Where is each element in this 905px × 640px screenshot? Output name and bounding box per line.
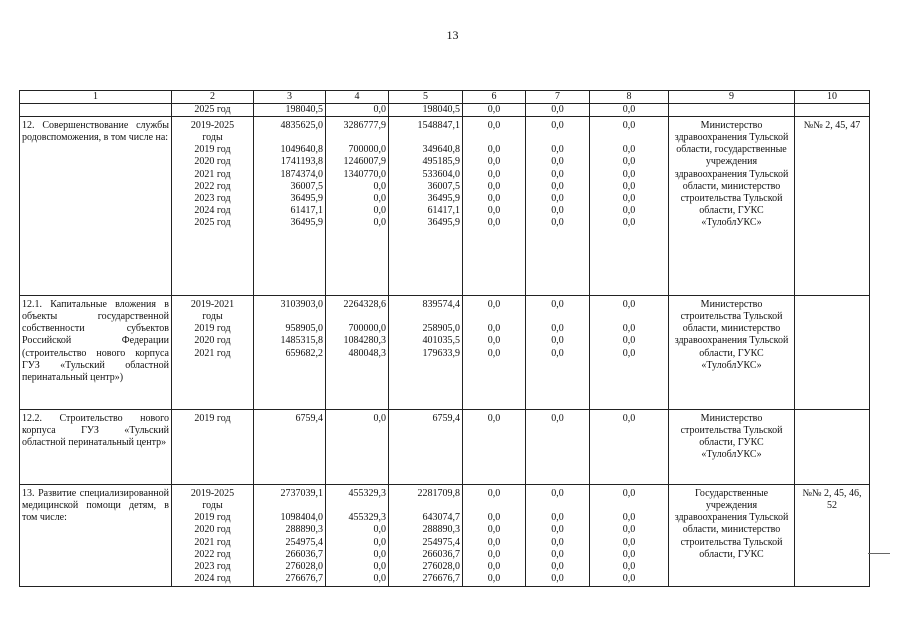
regional-line: 533604,0 [422,168,460,180]
total-line: 61417,1 [290,204,323,216]
value-line: 0,0 [622,192,636,204]
federal-line [328,311,386,323]
value-line: 0,0 [487,192,501,204]
value-line: 0,0 [487,488,501,500]
value-line: 0,0 [551,548,564,560]
value-line: 0,0 [551,413,564,425]
value-line: 0,0 [622,323,636,335]
total-line: 276028,0 [285,560,323,572]
value-line: 0,0 [487,323,501,335]
total-line: 36007,5 [290,180,323,192]
value-line: 0,0 [622,413,636,425]
year-line: годы [202,500,223,512]
regional-cell [389,410,463,485]
indicators-cell: №№ 2, 45, 46, 52 [795,485,870,587]
value-line: 0,0 [487,299,501,311]
year-line: 2019 год [194,144,231,156]
value-line: 0,0 [551,168,564,180]
value-cell [526,485,590,587]
value-line: 0,0 [551,323,564,335]
value-line: 0,0 [487,572,501,584]
federal-line: 455329,3 [348,488,386,500]
value-cell [463,296,526,410]
year-line: 2024 год [194,572,231,584]
year-line: 2019-2025 [190,488,235,500]
year-line: 2019 год [194,323,231,335]
header-cell: 4 [326,91,389,104]
value-cell: 0,0 [590,104,669,117]
year-line: 2022 год [194,548,231,560]
regional-cell [389,485,463,587]
year-line: 2020 год [194,335,231,347]
total-line: 36495,9 [290,216,323,228]
regional-cell: 198040,5 [389,104,463,117]
margin-mark [868,553,890,554]
federal-line: 0,0 [373,536,386,548]
total-line: 288890,3 [285,524,323,536]
total-cell [254,485,326,587]
year-line: 2020 год [194,524,231,536]
indicators-cell: №№ 2, 45, 47 [795,117,870,296]
federal-cell [326,117,389,296]
federal-line: 1340770,0 [343,168,386,180]
value-cell [526,410,590,485]
total-line: 276676,7 [285,572,323,584]
executor-cell: Государственные учреждения здравоохранения Тульской области, министерство строительства Тульской области, ГУКС [669,485,795,587]
section-title-cell: 12.1. Капитальные вложения в объекты государственной собственности субъектов Российской Федерации (строительство нового корпуса ГУЗ «Тульский областной перинатальный центр») [20,296,172,410]
table-row [20,117,870,296]
value-line: 0,0 [487,204,501,216]
value-cell [463,117,526,296]
year-line: 2022 год [194,180,231,192]
total-cell [254,410,326,485]
header-cell: 6 [463,91,526,104]
value-line: 0,0 [622,144,636,156]
regional-line: 839574,4 [422,299,460,311]
regional-line [391,500,460,512]
year-line: 2019 год [194,413,231,425]
regional-line: 401035,5 [422,335,460,347]
total-line [256,500,323,512]
regional-line: 179633,9 [422,347,460,359]
year-cell [172,485,254,587]
regional-line: 349640,8 [422,144,460,156]
regional-line: 36495,9 [427,216,460,228]
value-line: 0,0 [622,488,636,500]
regional-line: 258905,0 [422,323,460,335]
page-number: 13 [446,28,459,42]
value-line: 0,0 [622,524,636,536]
header-cell: 1 [20,91,172,104]
regional-cell [389,296,463,410]
federal-line [328,500,386,512]
total-line: 6759,4 [295,413,323,425]
year-line: годы [202,311,223,323]
indicators-cell [795,296,870,410]
value-cell [463,485,526,587]
year-cell [172,410,254,485]
value-line: 0,0 [622,120,636,132]
regional-line: 495185,9 [422,156,460,168]
executor-cell: Министерство здравоохранения Тульской области, государственные учреждения здравоохранения Тульской области, министерство строительства Тульской области, ГУКС «ТулоблУКС» [669,117,795,296]
value-cell: 0,0 [526,104,590,117]
value-line [465,132,523,144]
value-line [592,311,666,323]
regional-line: 2281709,8 [417,488,460,500]
section-title-cell: 12.2. Строительство нового корпуса ГУЗ «Тульский областной перинатальный центр» [20,410,172,485]
federal-cell [326,296,389,410]
value-line: 0,0 [487,144,501,156]
federal-line: 0,0 [373,192,386,204]
total-cell [254,117,326,296]
regional-cell [389,117,463,296]
header-cell: 10 [795,91,870,104]
value-line: 0,0 [551,536,564,548]
value-line [592,500,666,512]
value-line: 0,0 [487,180,501,192]
regional-line: 36495,9 [427,192,460,204]
federal-line: 0,0 [373,180,386,192]
total-line: 958905,0 [285,323,323,335]
federal-line: 0,0 [373,216,386,228]
regional-line: 276676,7 [422,572,460,584]
value-line: 0,0 [622,168,636,180]
total-line: 3103903,0 [280,299,323,311]
value-line: 0,0 [622,512,636,524]
value-line: 0,0 [551,216,564,228]
regional-line: 6759,4 [432,413,460,425]
value-line: 0,0 [622,548,636,560]
federal-line: 0,0 [373,572,386,584]
total-line: 266036,7 [285,548,323,560]
year-line: 2019-2021 [190,299,235,311]
table-row [20,410,870,485]
regional-line [391,132,460,144]
federal-cell [326,485,389,587]
table-row [20,104,870,117]
regional-line: 1548847,1 [417,120,460,132]
regional-line: 288890,3 [422,524,460,536]
regional-line: 266036,7 [422,548,460,560]
federal-line: 0,0 [373,560,386,572]
federal-line: 480048,3 [348,347,386,359]
regional-line [391,311,460,323]
value-line: 0,0 [487,524,501,536]
value-cell: 0,0 [463,104,526,117]
section-title-cell: 12. Совершенствование службы родовспоможения, в том числе на: [20,117,172,296]
value-line: 0,0 [487,536,501,548]
value-line: 0,0 [622,216,636,228]
total-line: 1049640,8 [280,144,323,156]
value-line: 0,0 [487,548,501,560]
value-line: 0,0 [622,204,636,216]
value-line: 0,0 [487,347,501,359]
value-cell [463,410,526,485]
value-line: 0,0 [551,144,564,156]
total-line: 1485315,8 [280,335,323,347]
program-funding-table [19,90,870,587]
value-line: 0,0 [622,299,636,311]
federal-line: 0,0 [373,413,386,425]
federal-line: 3286777,9 [343,120,386,132]
year-line: 2025 год [194,216,231,228]
value-line [592,132,666,144]
value-line: 0,0 [622,536,636,548]
year-cell: 2025 год [172,104,254,117]
total-line [256,311,323,323]
year-line: 2021 год [194,347,231,359]
year-line: 2023 год [194,192,231,204]
indicators-cell [795,410,870,485]
year-cell [172,117,254,296]
regional-line: 36007,5 [427,180,460,192]
value-line: 0,0 [487,335,501,347]
value-line: 0,0 [551,335,564,347]
total-line: 1874374,0 [280,168,323,180]
value-line: 0,0 [622,335,636,347]
year-line: 2021 год [194,536,231,548]
value-line: 0,0 [551,347,564,359]
section-title-cell: 13. Развитие специализированной медицинской помощи детям, в том числе: [20,485,172,587]
total-line: 36495,9 [290,192,323,204]
executor-cell: Министерство строительства Тульской области, министерство здравоохранения Тульской области, ГУКС «ТулоблУКС» [669,296,795,410]
year-line: 2019 год [194,512,231,524]
federal-line: 0,0 [373,548,386,560]
header-cell: 7 [526,91,590,104]
value-cell [590,410,669,485]
value-line: 0,0 [551,299,564,311]
year-line: 2020 год [194,156,231,168]
value-line [528,132,587,144]
federal-line: 1084280,3 [343,335,386,347]
total-line: 1741193,8 [280,156,323,168]
value-line [465,311,523,323]
year-cell [172,296,254,410]
header-cell: 8 [590,91,669,104]
value-line: 0,0 [622,572,636,584]
value-line: 0,0 [487,560,501,572]
value-line: 0,0 [487,512,501,524]
header-cell: 5 [389,91,463,104]
year-line: 2021 год [194,168,231,180]
value-line: 0,0 [622,347,636,359]
value-line: 0,0 [622,180,636,192]
table-row [20,485,870,587]
total-line: 254975,4 [285,536,323,548]
executor-cell: Министерство строительства Тульской области, ГУКС «ТулоблУКС» [669,410,795,485]
total-line: 2737039,1 [280,488,323,500]
value-line: 0,0 [622,560,636,572]
value-line [465,500,523,512]
header-row [20,91,870,104]
value-line: 0,0 [551,560,564,572]
federal-cell [326,410,389,485]
value-line: 0,0 [551,488,564,500]
value-cell [526,117,590,296]
year-line: годы [202,132,223,144]
value-line [528,311,587,323]
federal-line: 1246007,9 [343,156,386,168]
table-row [20,296,870,410]
regional-line: 254975,4 [422,536,460,548]
value-line: 0,0 [551,204,564,216]
value-line: 0,0 [551,120,564,132]
header-cell: 9 [669,91,795,104]
value-line: 0,0 [487,168,501,180]
value-cell [526,296,590,410]
regional-line: 61417,1 [427,204,460,216]
federal-line [328,132,386,144]
value-line: 0,0 [487,413,501,425]
value-line [528,500,587,512]
value-cell [590,485,669,587]
federal-line: 700000,0 [348,144,386,156]
value-line: 0,0 [551,180,564,192]
year-line: 2019-2025 [190,120,235,132]
federal-cell: 0,0 [326,104,389,117]
value-line: 0,0 [487,216,501,228]
federal-line: 700000,0 [348,323,386,335]
regional-line: 643074,7 [422,512,460,524]
value-line: 0,0 [622,156,636,168]
header-cell: 3 [254,91,326,104]
value-line: 0,0 [551,192,564,204]
value-line: 0,0 [551,512,564,524]
value-line: 0,0 [487,120,501,132]
federal-line: 0,0 [373,204,386,216]
regional-line: 276028,0 [422,560,460,572]
value-cell [590,296,669,410]
value-line: 0,0 [551,572,564,584]
total-line: 1098404,0 [280,512,323,524]
value-line: 0,0 [551,156,564,168]
total-line: 4835625,0 [280,120,323,132]
total-line [256,132,323,144]
federal-line: 2264328,6 [343,299,386,311]
value-cell [590,117,669,296]
header-cell: 2 [172,91,254,104]
federal-line: 455329,3 [348,512,386,524]
value-line: 0,0 [551,524,564,536]
value-line: 0,0 [487,156,501,168]
total-cell [254,296,326,410]
year-line: 2024 год [194,204,231,216]
federal-line: 0,0 [373,524,386,536]
year-line: 2023 год [194,560,231,572]
total-cell: 198040,5 [254,104,326,117]
total-line: 659682,2 [285,347,323,359]
